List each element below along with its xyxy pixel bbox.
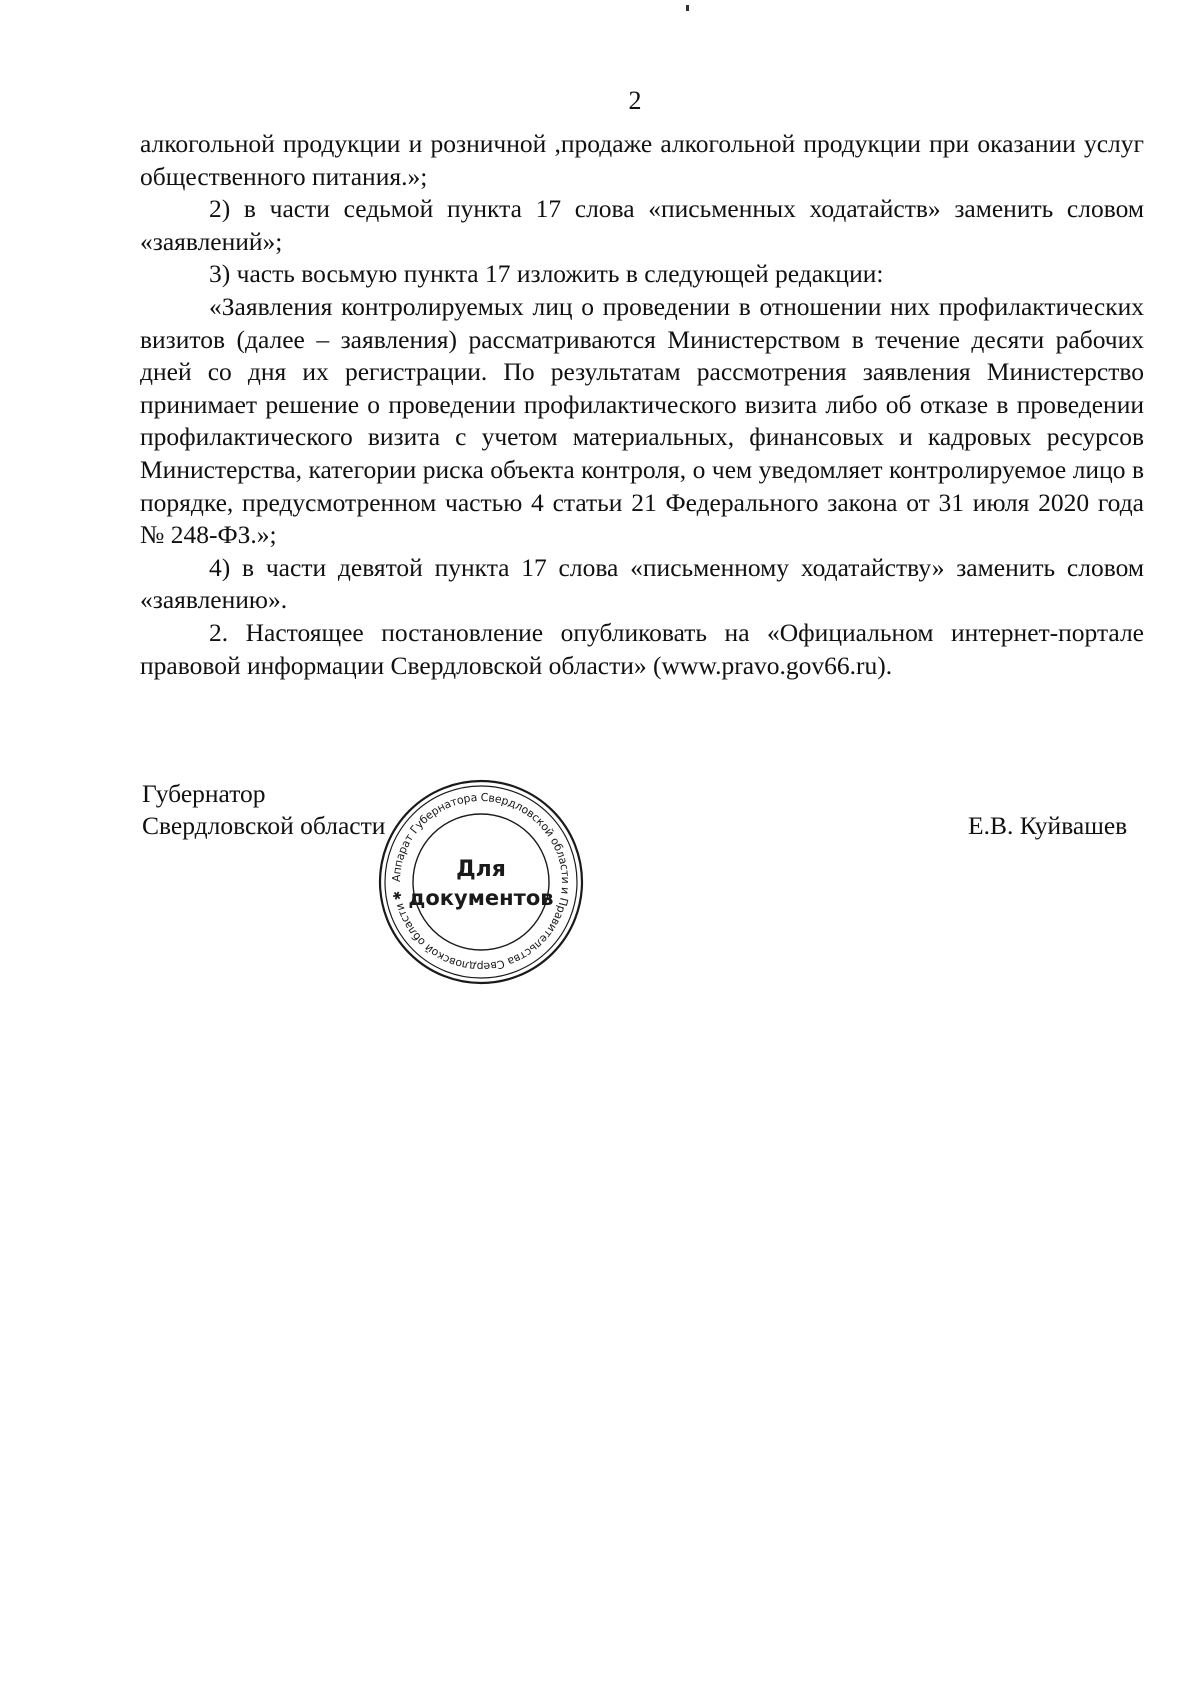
signature-title-line-1: Губернатор xyxy=(142,779,266,808)
signer-name: Е.В. Куйвашев xyxy=(968,811,1128,840)
paragraph-item-2: 2) в части седьмой пункта 17 слова «письменных ходатайств» заменить словом «заявлений»; xyxy=(140,194,1144,256)
seal-graphic xyxy=(374,775,588,989)
paragraph-item-4: 4) в части девятой пункта 17 слова «письменному ходатайству» заменить словом «заявлению». xyxy=(140,552,1144,615)
signature-title xyxy=(142,778,385,842)
official-seal xyxy=(374,775,588,989)
signature-title-line-2: Свердловской области xyxy=(142,811,386,840)
paragraph-publication: 2. Настоящее постановление опубликовать на «Официальном интернет-портале правовой информации Свердловской области» (www.pravo.gov66.ru). xyxy=(140,617,1144,680)
scan-artifact xyxy=(686,5,689,11)
document-body xyxy=(140,128,1144,682)
page-number: 2 xyxy=(628,86,642,115)
paragraph-quoted-text: «Заявления контролируемых лиц о проведении в отношении них профилактических визитов (далее – заявления) рассматриваются Министерством в течение десяти рабочих дней со дня их регистрации. По результатам рассмотрения заявления Министерство принимает решение о проведении профилактического визита либо об отказе в проведении профилактического визита с учетом материальных, финансовых и кадровых ресурсов Министерства, категории риска объекта контроля, о чем уведомляет контролируемое лицо в порядке, предусмотренном частью 4 статьи 21 Федерального закона от 31 июля 2020 года № 248-ФЗ.»; xyxy=(140,291,1144,550)
seal-center-line-2: документов xyxy=(408,886,554,910)
seal-ring-text: Аппарат Губернатора Свердловской области и Правительства Свердловской области ✱ xyxy=(389,790,573,974)
paragraph-continuation: алкогольной продукции и розничной ,продаже алкогольной продукции при оказании услуг общественного питания.»; xyxy=(140,129,1144,191)
paragraph-item-3: 3) часть восьмую пункта 17 изложить в следующей редакции: xyxy=(209,259,884,289)
seal-center-line-1: Для xyxy=(456,857,506,882)
